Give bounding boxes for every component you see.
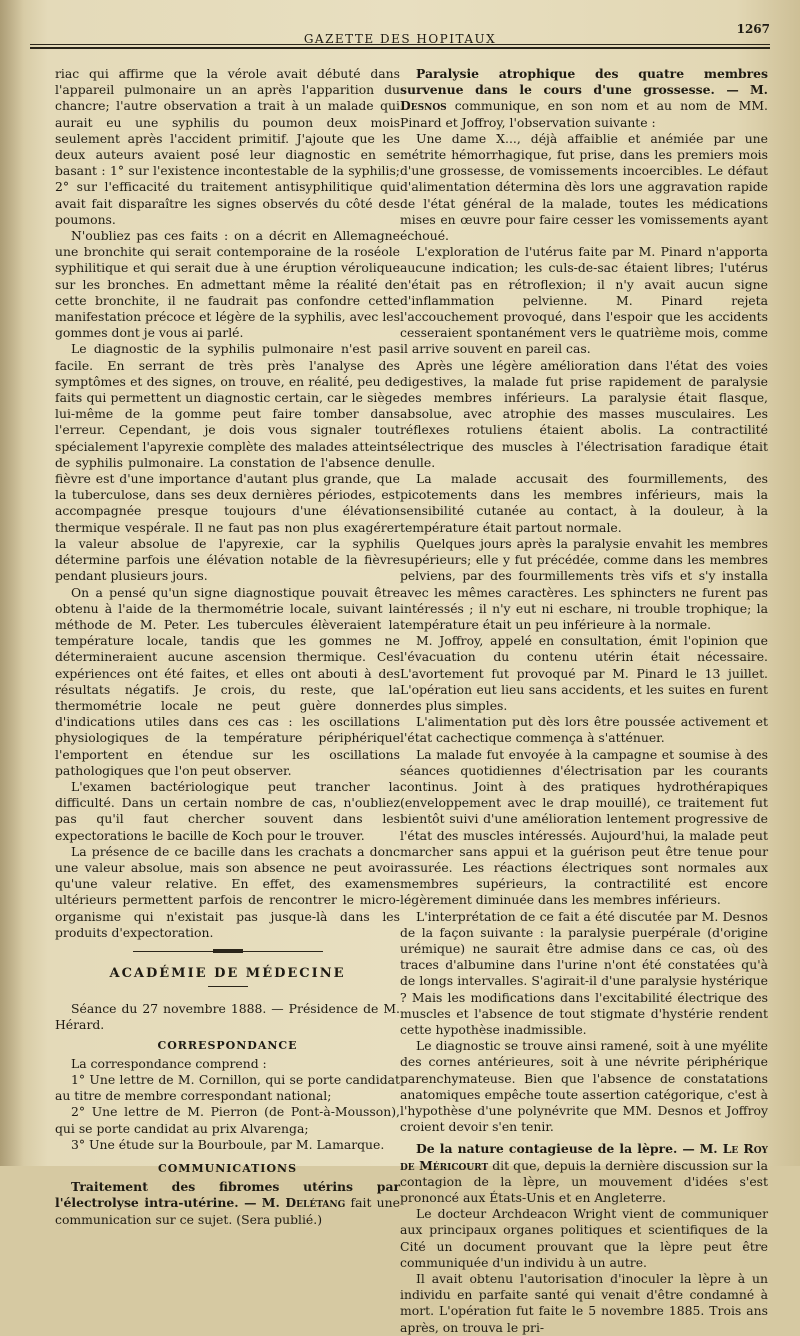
paragraph: Le diagnostic de la syphilis pulmonaire n'est pas facile. En serrant de très près l'analyse des symptômes et des signes, on trouve, en réalité, peu de faits qui permettent un diagnostic certain, car le siège lui-même de la gomme peut faire tomber dans l'erreur. Cependant, je dois vous signaler tout spécialement l'apyrexie complète des malades atteints de syphilis pulmonaire. La constation de l'absence de fièvre est d'une importance d'autant plus grande, que la tuberculose, dans ses deux dernières périodes, est accompagnée presque toujours d'une élévation thermique vespérale. Il ne faut pas non plus exagérer la valeur absolue de l'apyrexie, car la syphilis détermine parfois une élévation notable de la fièvre pendant plusieurs jours. [55, 341, 400, 584]
paragraph: riac qui affirme que la vérole avait débuté dans l'appareil pulmonaire un an après l'apparition du chancre; l'autre observation a trait à un malade qui aurait eu une syphilis du poumon deux mois seulement après l'accident primitif. J'ajoute que les deux auteurs avaient posé leur diagnostic en se basant : 1° sur l'existence incontestable de la syphilis; 2° sur l'efficacité du traitement antisyphilitique qui avait fait disparaître les signes observés du côté des poumons. [55, 66, 400, 227]
paragraph [400, 66, 768, 131]
paragraph: L'alimentation put dès lors être poussée activement et l'état cachectique commença à s'atténuer. [400, 714, 768, 746]
title-rule [208, 986, 248, 987]
left-column [55, 66, 400, 1228]
article-heading: De la nature contagieuse de la lèpre. — [416, 1141, 695, 1157]
article-heading: Traitement des fibromes utérins par l'électrolyse intra-utérine. — [55, 1179, 400, 1211]
paragraph: L'examen bactériologique peut trancher la difficulté. Dans un certain nombre de cas, n'oubliez pas qu'il faut chercher souvent dans les expectorations le bacille de Koch pour le trouver. [55, 778, 400, 843]
section-title: ACADÉMIE DE MÉDECINE [109, 965, 346, 981]
page-number: 1267 [736, 22, 770, 36]
paragraph: La correspondance comprend : [71, 1055, 267, 1071]
paragraph: Le docteur Archdeacon Wright vient de communiquer aux principaux organes politiques et scientifiques de la Cité un document prouvant que la lèpre peut être communiquée d'un individu à un autre. [400, 1206, 768, 1270]
list-item: 1° Une lettre de M. Cornillon, qui se porte candidat au titre de membre correspondant national; [55, 1071, 400, 1104]
list-item: 2° Une lettre de M. Pierron (de Pont-à-Mousson), qui se porte candidat au prix Alvarenga; [55, 1104, 400, 1136]
paragraph: La présence de ce bacille dans les crachats a donc une valeur absolue, mais son absence ne peut avoir qu'une valeur relative. En effet, des examens ultérieurs permettent parfois de rencontrer le micro-organisme qui n'existait pas jusque-là dans les produits d'expectoration. [55, 843, 400, 940]
right-column [400, 66, 768, 1336]
page-fold-shadow [0, 0, 24, 1166]
paragraph [400, 1141, 768, 1206]
paragraph: La malade accusait des fourmillements, des picotements dans les membres inférieurs, mais la sensibilité cutanée au contact, à la douleur, à la température était partout normale. [400, 471, 768, 535]
section-divider [133, 951, 323, 952]
paragraph: Une dame X..., déjà affaiblie et anémiée par une métrite hémorrhagique, fut prise, dans les premiers mois d'une grossesse, de vomissements incoercibles. Le défaut d'alimentation détermina dès lors une aggravation rapide de l'état général de la malade, toutes les médications mises en œuvre pour faire cesser les vomissements ayant échoué. [400, 130, 768, 244]
article-text: dit que, depuis la dernière discussion sur la contagion de la lèpre, un mouvement d'idées s'est prononcé aux États-Unis et en Angleterre. [400, 1157, 768, 1206]
paragraph: Le diagnostic se trouve ainsi ramené, soit à une myélite des cornes antérieures, soit à une névrite périphérique parenchymateuse. Bien que l'absence de constatations anatomiques empêche toute assertion catégorique, c'est à l'hypothèse d'une polynévrite que MM. Desnos et Joffroy croient devoir s'en tenir. [400, 1038, 768, 1135]
paragraph: Il avait obtenu l'autorisation d'inoculer la lèpre à un individu en parfaite santé qui venait d'être condamné à mort. L'opération fut faite le 5 novembre 1885. Trois ans après, on trouva le pri- [400, 1271, 768, 1335]
paragraph: Quelques jours après la paralysie envahit les membres supérieurs; elle y fut précédée, comme dans les membres pelviens, par des fourmillements très vifs et s'y installa avec les mêmes caractères. Les sphincters ne furent pas intéressés ; il n'y eut ni eschare, ni trouble trophique; la température était un peu inférieure à la normale. [400, 535, 768, 632]
article-author: M. Desnos [400, 82, 768, 114]
article-author: M. Delétang [261, 1195, 346, 1211]
subsection-title: COMMUNICATIONS [157, 1162, 298, 1175]
list-item: 3° Une étude sur la Bourboule, par M. Lamarque. [71, 1136, 385, 1152]
article-author: M. Le Roy de Méricourt [400, 1141, 768, 1173]
article-heading: Paralysie atrophique des quatre membres survenue dans le cours d'une grossesse. — [400, 66, 768, 98]
running-title: GAZETTE DES HOPITAUX [303, 32, 497, 46]
paragraph: L'exploration de l'utérus faite par M. Pinard n'apporta aucune indication; les culs-de-sac étaient libres; l'utérus n'était pas en rétroflexion; il n'y avait aucun signe d'inflammation pelvienne. M. Pinard rejeta l'accouchement provoqué, dans l'espoir que les accidents cesseraient spontanément vers le quatrième mois, comme il arrive souvent en pareil cas. [400, 244, 768, 357]
article-text: communique, en son nom et au nom de MM. Pinard et Joffroy, l'observation suivante : [400, 98, 768, 130]
paragraph: La malade fut envoyée à la campagne et soumise à des séances quotidiennes d'électrisation par les courants continus. Joint à des pratiques hydrothérapiques (enveloppement avec le drap mouillé), ce traitement fut bientôt suivi d'une amélioration lentement progressive de l'état des muscles intéressés. Aujourd'hui, la malade peut marcher sans appui et la guérison peut être tenue pour assurée. Les réactions électriques sont normales aux membres supérieurs, la contractilité est encore légèrement diminuée dans les membres inférieurs. [400, 746, 768, 908]
header-rule [30, 44, 770, 49]
article-text: fait une communication sur ce sujet. (Sera publié.) [55, 1195, 400, 1227]
paragraph: On a pensé qu'un signe diagnostique pouvait être obtenu à l'aide de la thermométrie locale, suivant la méthode de M. Peter. Les tubercules élèveraient la température locale, tandis que les gommes ne détermineraient aucune ascension thermique. Ces expériences ont été faites, et elles ont abouti à des résultats négatifs. Je crois, du reste, que la thermométrie locale ne peut guère donner d'indications utiles dans ces cas : les oscillations physiologiques de la température périphérique l'emportent en étendue sur les oscillations pathologiques que l'on peut observer. [55, 584, 400, 778]
subsection-title: CORRESPONDANCE [157, 1038, 298, 1052]
session-line: Séance du 27 novembre 1888. — Présidence de M. Hérard. [55, 1001, 400, 1033]
paragraph [55, 1179, 400, 1228]
paragraph: M. Joffroy, appelé en consultation, émit l'opinion que l'évacuation du contenu utérin était nécessaire. L'avortement fut provoqué par M. Pinard le 13 juillet. L'opération eut lieu sans accidents, et les suites en furent des plus simples. [400, 633, 768, 713]
paragraph: N'oubliez pas ces faits : on a décrit en Allemagne une bronchite qui serait contemporaine de la roséole syphilitique et qui serait due à une éruption vérolique sur les bronches. En admettant même la réalité de cette bronchite, il ne faudrait pas confondre cette manifestation précoce et légère de la syphilis, avec les gommes dont je vous ai parlé. [55, 228, 400, 341]
paragraph: L'interprétation de ce fait a été discutée par M. Desnos de la façon suivante : la paralysie puerpérale (d'origine urémique) ne saurait être admise dans ce cas, où des traces d'albumine dans l'urine n'ont été constatées qu'à de longs intervalles. S'agirait-il d'une paralysie hystérique ? Mais les modifications dans l'excitabilité électrique des muscles et l'absence de tout stigmate d'hystérie rendent cette hypothèse inadmissible. [400, 908, 768, 1037]
paragraph: Après une légère amélioration dans l'état des voies digestives, la malade fut prise rapidement de paralysie des membres inférieurs. La paralysie était flasque, absolue, avec atrophie des masses musculaires. Les réflexes rotuliens étaient abolis. La contractilité électrique des muscles à l'électrisation faradique était nulle. [400, 357, 768, 470]
